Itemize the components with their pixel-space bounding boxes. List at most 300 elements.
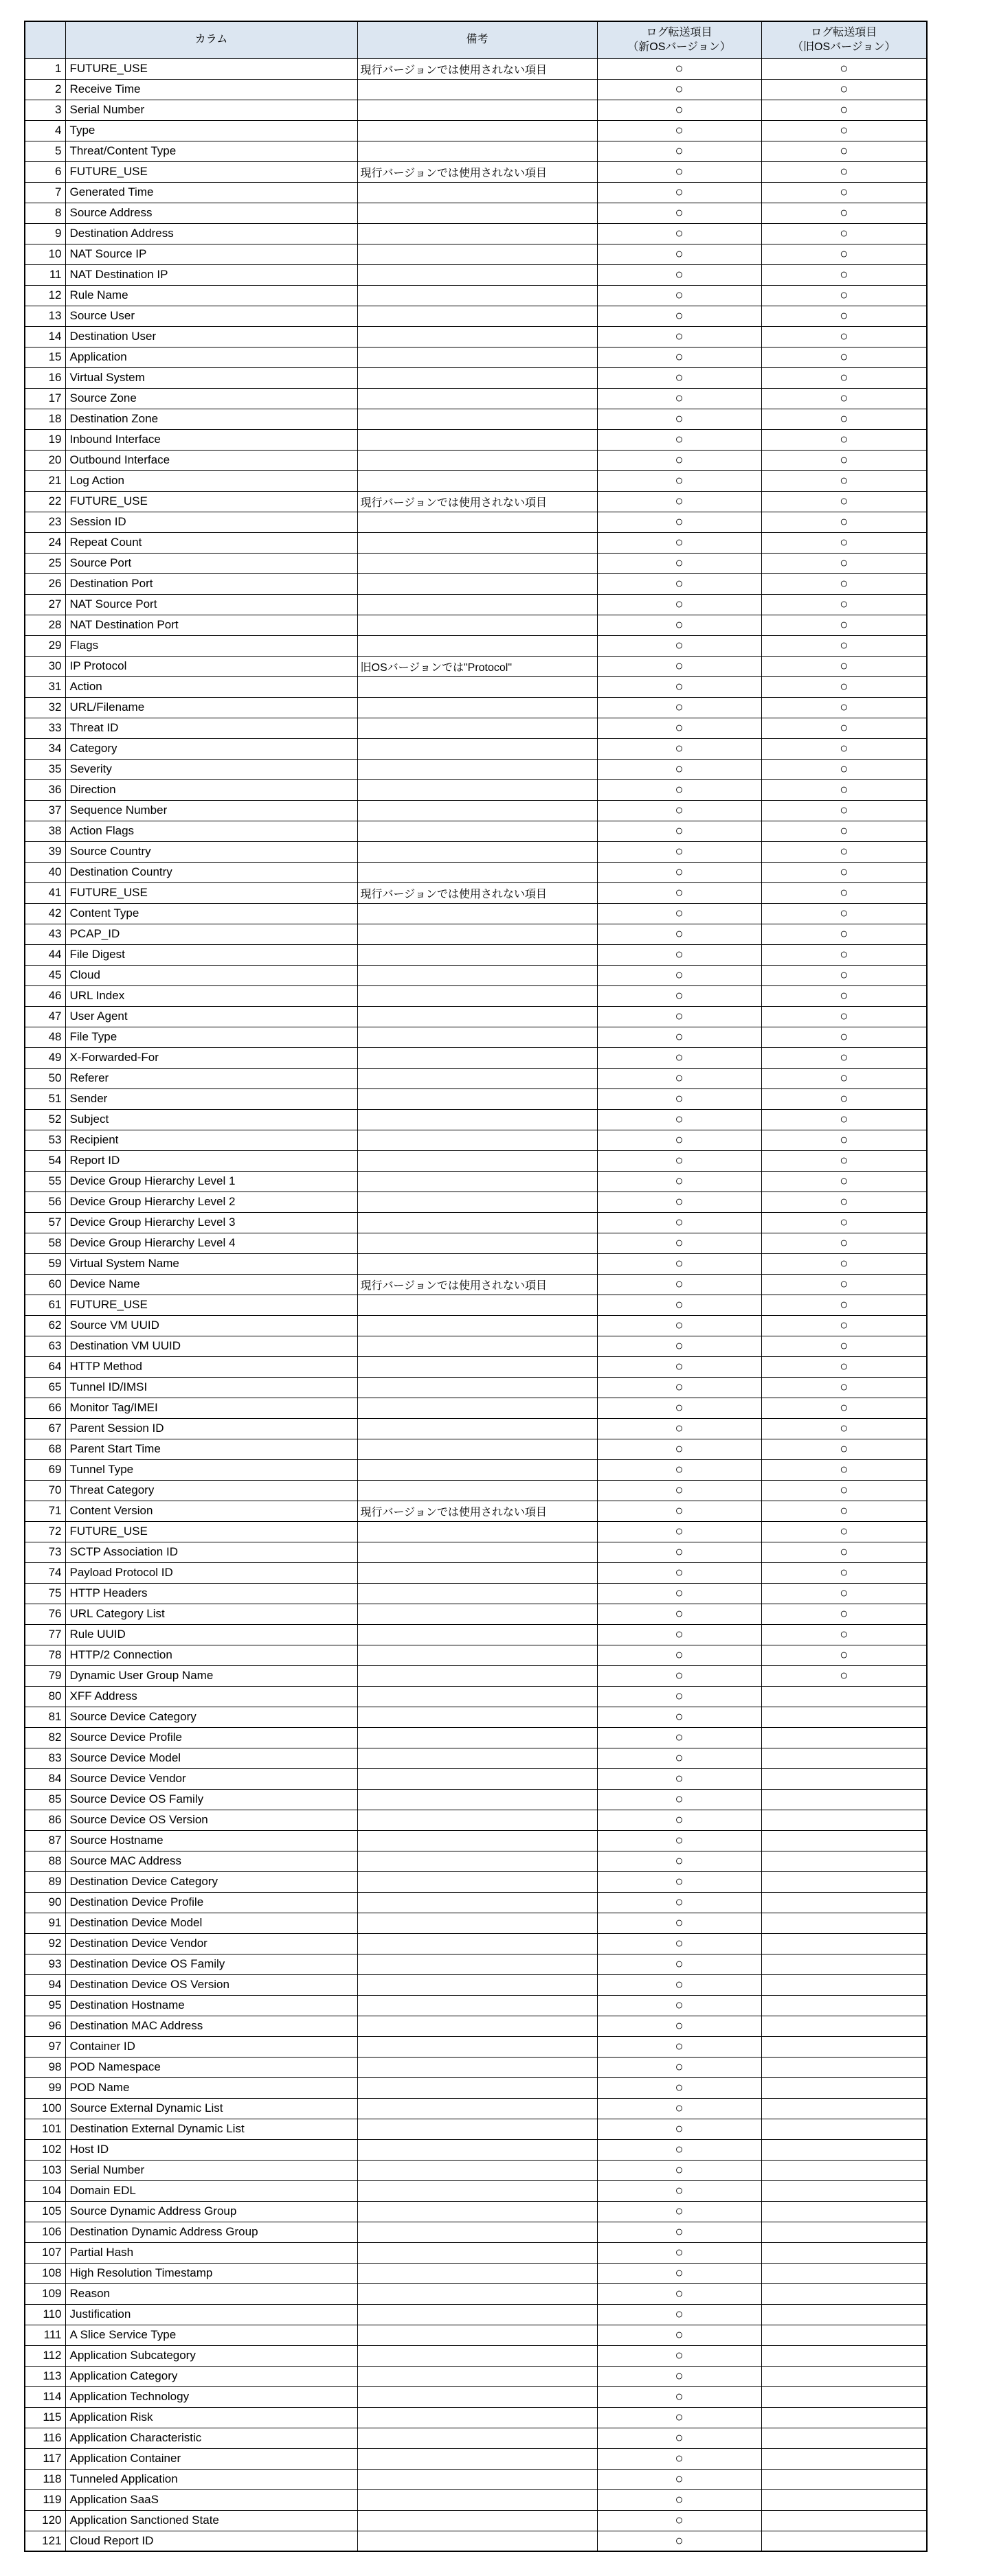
column-name-cell: Destination Device Model <box>65 1913 357 1933</box>
row-number-cell: 20 <box>25 450 65 470</box>
row-number-cell: 55 <box>25 1171 65 1192</box>
new-os-mark-cell: ○ <box>597 2057 761 2077</box>
old-os-mark-cell: ○ <box>761 450 927 470</box>
old-os-mark-cell: ○ <box>761 141 927 161</box>
column-name-cell: Destination User <box>65 326 357 347</box>
column-name-cell: Source Device Model <box>65 1748 357 1768</box>
column-name-cell: Action <box>65 676 357 697</box>
table-row <box>25 615 927 635</box>
column-name-cell: NAT Destination Port <box>65 615 357 635</box>
row-number-cell: 30 <box>25 656 65 676</box>
row-number-cell: 26 <box>25 573 65 594</box>
new-os-mark-cell: ○ <box>597 2098 761 2119</box>
column-name-cell: Generated Time <box>65 182 357 203</box>
new-os-mark-cell: ○ <box>597 2036 761 2057</box>
column-name-cell: Destination Zone <box>65 409 357 429</box>
table-row <box>25 965 927 985</box>
new-os-mark-cell: ○ <box>597 1295 761 1315</box>
column-name-cell: FUTURE_USE <box>65 1521 357 1542</box>
column-name-cell: Application <box>65 347 357 367</box>
table-row <box>25 532 927 553</box>
new-os-mark-cell: ○ <box>597 306 761 326</box>
column-name-cell: Source MAC Address <box>65 1851 357 1871</box>
table-row <box>25 1130 927 1150</box>
old-os-mark-cell: ○ <box>761 821 927 841</box>
new-os-mark-cell: ○ <box>597 985 761 1006</box>
new-os-mark-cell: ○ <box>597 2263 761 2283</box>
new-os-mark-cell: ○ <box>597 223 761 244</box>
table-row <box>25 1748 927 1768</box>
new-os-mark-cell: ○ <box>597 2160 761 2180</box>
new-os-mark-cell: ○ <box>597 203 761 223</box>
column-name-cell: Cloud <box>65 965 357 985</box>
remark-cell <box>357 2448 597 2469</box>
remark-cell <box>357 1336 597 1356</box>
remark-cell <box>357 285 597 306</box>
new-os-mark-cell: ○ <box>597 491 761 512</box>
header-new-os-line1: ログ転送項目 <box>646 26 712 38</box>
row-number-cell: 79 <box>25 1665 65 1686</box>
remark-cell <box>357 573 597 594</box>
old-os-mark-cell: ○ <box>761 697 927 718</box>
old-os-mark-cell <box>761 2407 927 2428</box>
column-name-cell: Destination Port <box>65 573 357 594</box>
column-name-cell: Parent Start Time <box>65 1439 357 1459</box>
header-old-os <box>761 21 927 58</box>
row-number-cell: 37 <box>25 800 65 821</box>
column-name-cell: Cloud Report ID <box>65 2531 357 2551</box>
new-os-mark-cell: ○ <box>597 718 761 738</box>
new-os-mark-cell: ○ <box>597 532 761 553</box>
old-os-mark-cell <box>761 1933 927 1954</box>
remark-cell <box>357 182 597 203</box>
remark-cell <box>357 841 597 862</box>
remark-cell: 現行バージョンでは使用されない項目 <box>357 161 597 182</box>
row-number-cell: 117 <box>25 2448 65 2469</box>
row-number-cell: 51 <box>25 1088 65 1109</box>
column-name-cell: Application Technology <box>65 2386 357 2407</box>
table-row <box>25 2222 927 2242</box>
old-os-mark-cell: ○ <box>761 676 927 697</box>
remark-cell <box>357 1253 597 1274</box>
new-os-mark-cell: ○ <box>597 2448 761 2469</box>
old-os-mark-cell: ○ <box>761 1150 927 1171</box>
remark-cell <box>357 1892 597 1913</box>
remark-cell <box>357 1830 597 1851</box>
new-os-mark-cell: ○ <box>597 841 761 862</box>
table-row <box>25 2057 927 2077</box>
old-os-mark-cell: ○ <box>761 1295 927 1315</box>
row-number-cell: 82 <box>25 1727 65 1748</box>
old-os-mark-cell <box>761 1974 927 1995</box>
new-os-mark-cell: ○ <box>597 1192 761 1212</box>
new-os-mark-cell: ○ <box>597 161 761 182</box>
new-os-mark-cell: ○ <box>597 1748 761 1768</box>
table-row <box>25 1562 927 1583</box>
row-number-cell: 62 <box>25 1315 65 1336</box>
table-row <box>25 2283 927 2304</box>
table-row <box>25 862 927 882</box>
column-name-cell: Source Device Profile <box>65 1727 357 1748</box>
row-number-cell: 63 <box>25 1336 65 1356</box>
row-number-cell: 9 <box>25 223 65 244</box>
old-os-mark-cell <box>761 1707 927 1727</box>
old-os-mark-cell <box>761 1913 927 1933</box>
table-row <box>25 2345 927 2366</box>
row-number-cell: 73 <box>25 1542 65 1562</box>
remark-cell <box>357 1974 597 1995</box>
column-name-cell: Destination Device Vendor <box>65 1933 357 1954</box>
row-number-cell: 44 <box>25 944 65 965</box>
row-number-cell: 60 <box>25 1274 65 1295</box>
column-name-cell: FUTURE_USE <box>65 161 357 182</box>
remark-cell <box>357 450 597 470</box>
old-os-mark-cell <box>761 1830 927 1851</box>
column-name-cell: File Type <box>65 1027 357 1047</box>
remark-cell <box>357 1068 597 1088</box>
row-number-cell: 84 <box>25 1768 65 1789</box>
row-number-cell: 100 <box>25 2098 65 2119</box>
remark-cell <box>357 2489 597 2510</box>
new-os-mark-cell: ○ <box>597 2016 761 2036</box>
table-row <box>25 1171 927 1192</box>
table-row <box>25 1810 927 1830</box>
remark-cell <box>357 79 597 100</box>
row-number-cell: 5 <box>25 141 65 161</box>
old-os-mark-cell: ○ <box>761 800 927 821</box>
remark-cell <box>357 2428 597 2448</box>
old-os-mark-cell: ○ <box>761 1521 927 1542</box>
remark-cell <box>357 2283 597 2304</box>
column-name-cell: Recipient <box>65 1130 357 1150</box>
old-os-mark-cell: ○ <box>761 1233 927 1253</box>
row-number-cell: 46 <box>25 985 65 1006</box>
old-os-mark-cell: ○ <box>761 285 927 306</box>
table-row <box>25 1624 927 1645</box>
row-number-cell: 48 <box>25 1027 65 1047</box>
row-number-cell: 110 <box>25 2304 65 2325</box>
header-new-os-line2: （新OSバージョン） <box>627 41 731 54</box>
row-number-cell: 28 <box>25 615 65 635</box>
new-os-mark-cell: ○ <box>597 2077 761 2098</box>
new-os-mark-cell: ○ <box>597 285 761 306</box>
remark-cell <box>357 1088 597 1109</box>
row-number-cell: 87 <box>25 1830 65 1851</box>
row-number-cell: 64 <box>25 1356 65 1377</box>
row-number-cell: 119 <box>25 2489 65 2510</box>
table-row <box>25 903 927 924</box>
table-row <box>25 2428 927 2448</box>
new-os-mark-cell: ○ <box>597 1521 761 1542</box>
old-os-mark-cell: ○ <box>761 553 927 573</box>
new-os-mark-cell: ○ <box>597 1624 761 1645</box>
table-row <box>25 2077 927 2098</box>
old-os-mark-cell: ○ <box>761 718 927 738</box>
row-number-cell: 57 <box>25 1212 65 1233</box>
old-os-mark-cell: ○ <box>761 779 927 800</box>
column-name-cell: Inbound Interface <box>65 429 357 450</box>
table-row <box>25 924 927 944</box>
column-name-cell: Action Flags <box>65 821 357 841</box>
old-os-mark-cell: ○ <box>761 264 927 285</box>
new-os-mark-cell: ○ <box>597 2139 761 2160</box>
new-os-mark-cell: ○ <box>597 1913 761 1933</box>
column-name-cell: Source Country <box>65 841 357 862</box>
old-os-mark-cell: ○ <box>761 326 927 347</box>
column-name-cell: Destination MAC Address <box>65 2016 357 2036</box>
remark-cell <box>357 1047 597 1068</box>
old-os-mark-cell <box>761 2510 927 2531</box>
remark-cell: 現行バージョンでは使用されない項目 <box>357 1501 597 1521</box>
row-number-cell: 77 <box>25 1624 65 1645</box>
row-number-cell: 49 <box>25 1047 65 1068</box>
remark-cell <box>357 944 597 965</box>
row-number-cell: 95 <box>25 1995 65 2016</box>
column-name-cell: FUTURE_USE <box>65 882 357 903</box>
column-name-cell: Destination Country <box>65 862 357 882</box>
new-os-mark-cell: ○ <box>597 2325 761 2345</box>
table-row <box>25 841 927 862</box>
old-os-mark-cell <box>761 2448 927 2469</box>
table-row <box>25 1274 927 1295</box>
table-row <box>25 1583 927 1604</box>
column-name-cell: XFF Address <box>65 1686 357 1707</box>
column-name-cell: Content Version <box>65 1501 357 1521</box>
row-number-cell: 83 <box>25 1748 65 1768</box>
remark-cell <box>357 1295 597 1315</box>
remark-cell <box>357 2016 597 2036</box>
row-number-cell: 59 <box>25 1253 65 1274</box>
table-row <box>25 203 927 223</box>
new-os-mark-cell: ○ <box>597 1006 761 1027</box>
table-row <box>25 2407 927 2428</box>
table-row <box>25 1686 927 1707</box>
old-os-mark-cell <box>761 1995 927 2016</box>
old-os-mark-cell: ○ <box>761 1377 927 1398</box>
remark-cell <box>357 1542 597 1562</box>
old-os-mark-cell: ○ <box>761 1439 927 1459</box>
table-row <box>25 985 927 1006</box>
table-row <box>25 1439 927 1459</box>
new-os-mark-cell: ○ <box>597 800 761 821</box>
old-os-mark-cell <box>761 2469 927 2489</box>
old-os-mark-cell: ○ <box>761 429 927 450</box>
table-row <box>25 1974 927 1995</box>
table-row <box>25 1830 927 1851</box>
column-name-cell: Virtual System Name <box>65 1253 357 1274</box>
column-name-cell: Destination External Dynamic List <box>65 2119 357 2139</box>
old-os-mark-cell <box>761 2263 927 2283</box>
new-os-mark-cell: ○ <box>597 656 761 676</box>
column-name-cell: Source Port <box>65 553 357 573</box>
old-os-mark-cell: ○ <box>761 223 927 244</box>
old-os-mark-cell <box>761 2345 927 2366</box>
old-os-mark-cell <box>761 2119 927 2139</box>
remark-cell <box>357 1768 597 1789</box>
header-old-os-line2: （旧OSバージョン） <box>792 41 896 54</box>
column-name-cell: HTTP Headers <box>65 1583 357 1604</box>
new-os-mark-cell: ○ <box>597 1974 761 1995</box>
remark-cell <box>357 1995 597 2016</box>
table-row <box>25 1006 927 1027</box>
old-os-mark-cell: ○ <box>761 882 927 903</box>
row-number-cell: 115 <box>25 2407 65 2428</box>
column-name-cell: Type <box>65 120 357 141</box>
remark-cell <box>357 2201 597 2222</box>
column-name-cell: Host ID <box>65 2139 357 2160</box>
table-row <box>25 635 927 656</box>
column-name-cell: Destination Device Category <box>65 1871 357 1892</box>
old-os-mark-cell: ○ <box>761 244 927 264</box>
table-row <box>25 2160 927 2180</box>
new-os-mark-cell: ○ <box>597 1954 761 1974</box>
column-name-cell: Source Device OS Family <box>65 1789 357 1810</box>
remark-cell <box>357 1789 597 1810</box>
header-remarks: 備考 <box>357 21 597 58</box>
table-row <box>25 676 927 697</box>
remark-cell <box>357 1109 597 1130</box>
row-number-cell: 34 <box>25 738 65 759</box>
table-row <box>25 2139 927 2160</box>
row-number-cell: 19 <box>25 429 65 450</box>
row-number-cell: 22 <box>25 491 65 512</box>
column-name-cell: Application Subcategory <box>65 2345 357 2366</box>
table-row <box>25 470 927 491</box>
old-os-mark-cell: ○ <box>761 1501 927 1521</box>
old-os-mark-cell <box>761 1768 927 1789</box>
table-row <box>25 2180 927 2201</box>
new-os-mark-cell: ○ <box>597 450 761 470</box>
old-os-mark-cell <box>761 2531 927 2551</box>
new-os-mark-cell: ○ <box>597 1583 761 1604</box>
row-number-cell: 90 <box>25 1892 65 1913</box>
new-os-mark-cell: ○ <box>597 1398 761 1418</box>
remark-cell <box>357 862 597 882</box>
new-os-mark-cell: ○ <box>597 120 761 141</box>
table-row <box>25 2448 927 2469</box>
old-os-mark-cell: ○ <box>761 635 927 656</box>
row-number-cell: 85 <box>25 1789 65 1810</box>
new-os-mark-cell: ○ <box>597 882 761 903</box>
remark-cell <box>357 470 597 491</box>
row-number-cell: 112 <box>25 2345 65 2366</box>
new-os-mark-cell: ○ <box>597 2180 761 2201</box>
table-row <box>25 2242 927 2263</box>
remark-cell <box>357 120 597 141</box>
old-os-mark-cell: ○ <box>761 1027 927 1047</box>
remark-cell <box>357 965 597 985</box>
row-number-cell: 21 <box>25 470 65 491</box>
new-os-mark-cell: ○ <box>597 2345 761 2366</box>
new-os-mark-cell: ○ <box>597 1480 761 1501</box>
remark-cell <box>357 1933 597 1954</box>
remark-cell <box>357 1871 597 1892</box>
remark-cell <box>357 800 597 821</box>
new-os-mark-cell: ○ <box>597 512 761 532</box>
row-number-cell: 99 <box>25 2077 65 2098</box>
column-name-cell: Destination Dynamic Address Group <box>65 2222 357 2242</box>
row-number-cell: 36 <box>25 779 65 800</box>
row-number-cell: 12 <box>25 285 65 306</box>
remark-cell <box>357 2407 597 2428</box>
row-number-cell: 97 <box>25 2036 65 2057</box>
remark-cell <box>357 615 597 635</box>
column-name-cell: Subject <box>65 1109 357 1130</box>
table-row <box>25 1665 927 1686</box>
row-number-cell: 103 <box>25 2160 65 2180</box>
table-row <box>25 573 927 594</box>
row-number-cell: 72 <box>25 1521 65 1542</box>
table-row <box>25 1768 927 1789</box>
remark-cell <box>357 409 597 429</box>
row-number-cell: 66 <box>25 1398 65 1418</box>
row-number-cell: 15 <box>25 347 65 367</box>
log-fields-table <box>24 21 928 2552</box>
remark-cell <box>357 553 597 573</box>
table-row <box>25 326 927 347</box>
column-name-cell: Application Sanctioned State <box>65 2510 357 2531</box>
old-os-mark-cell: ○ <box>761 120 927 141</box>
new-os-mark-cell: ○ <box>597 697 761 718</box>
column-name-cell: User Agent <box>65 1006 357 1027</box>
column-name-cell: URL/Filename <box>65 697 357 718</box>
row-number-cell: 17 <box>25 388 65 409</box>
table-row <box>25 1892 927 1913</box>
table-row <box>25 2386 927 2407</box>
remark-cell: 現行バージョンでは使用されない項目 <box>357 58 597 79</box>
row-number-cell: 41 <box>25 882 65 903</box>
column-name-cell: Destination VM UUID <box>65 1336 357 1356</box>
remark-cell <box>357 1212 597 1233</box>
table-row <box>25 79 927 100</box>
old-os-mark-cell: ○ <box>761 1006 927 1027</box>
remark-cell <box>357 2510 597 2531</box>
old-os-mark-cell: ○ <box>761 532 927 553</box>
column-name-cell: PCAP_ID <box>65 924 357 944</box>
old-os-mark-cell: ○ <box>761 1542 927 1562</box>
column-name-cell: Payload Protocol ID <box>65 1562 357 1583</box>
column-name-cell: Threat Category <box>65 1480 357 1501</box>
old-os-mark-cell: ○ <box>761 1624 927 1645</box>
column-name-cell: Source Dynamic Address Group <box>65 2201 357 2222</box>
table-row <box>25 1418 927 1439</box>
table-row <box>25 1871 927 1892</box>
row-number-cell: 1 <box>25 58 65 79</box>
table-row <box>25 429 927 450</box>
old-os-mark-cell <box>761 1892 927 1913</box>
row-number-cell: 109 <box>25 2283 65 2304</box>
table-row <box>25 1645 927 1665</box>
row-number-cell: 116 <box>25 2428 65 2448</box>
row-number-cell: 113 <box>25 2366 65 2386</box>
new-os-mark-cell: ○ <box>597 388 761 409</box>
new-os-mark-cell: ○ <box>597 100 761 120</box>
remark-cell <box>357 203 597 223</box>
table-row <box>25 512 927 532</box>
column-name-cell: Content Type <box>65 903 357 924</box>
column-name-cell: Tunnel Type <box>65 1459 357 1480</box>
old-os-mark-cell: ○ <box>761 100 927 120</box>
new-os-mark-cell: ○ <box>597 2366 761 2386</box>
new-os-mark-cell: ○ <box>597 326 761 347</box>
remark-cell <box>357 1913 597 1933</box>
remark-cell <box>357 1459 597 1480</box>
remark-cell <box>357 429 597 450</box>
remark-cell <box>357 532 597 553</box>
column-name-cell: Device Group Hierarchy Level 2 <box>65 1192 357 1212</box>
column-name-cell: Destination Hostname <box>65 1995 357 2016</box>
old-os-mark-cell: ○ <box>761 1171 927 1192</box>
